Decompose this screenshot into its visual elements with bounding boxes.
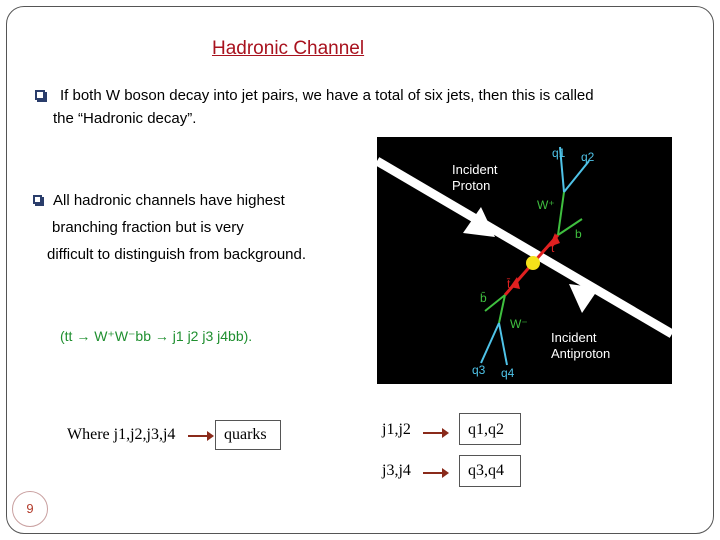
w-minus-label: W⁻: [510, 317, 528, 331]
bullet2-line2: branching fraction but is very: [52, 219, 244, 236]
q4-line: [499, 323, 507, 365]
q1-label: q1: [552, 146, 566, 160]
q3-label: q3: [472, 363, 486, 377]
b-bar-label: b̄: [480, 291, 487, 305]
q3-line: [481, 323, 499, 363]
top-pair-decay-diagram: [377, 137, 672, 384]
quarks-row2-label: q3,q4: [468, 462, 504, 479]
decay-chain-text: (tt → W⁺W⁻bb → j1 j2 j3 j4bb).: [60, 328, 253, 344]
jets-row2-label: j3,j4: [382, 462, 411, 479]
arrow-right-icon: [423, 432, 443, 434]
q2-label: q2: [581, 150, 595, 164]
w-plus-label: W⁺: [537, 198, 555, 212]
bullet-marker: [33, 195, 42, 204]
q2-line: [564, 161, 589, 192]
quarks-row1-label: q1,q2: [468, 421, 504, 438]
incident-antiproton-label-2: Antiproton: [551, 346, 611, 361]
incident-proton-label-2: Proton: [452, 178, 491, 193]
bullet1-line2: the “Hadronic decay”.: [53, 110, 197, 127]
arrow-right-icon: [188, 435, 208, 437]
w-plus-line: [558, 192, 564, 235]
decay-diagram-svg: [377, 137, 672, 384]
slide-title: Hadronic Channel: [212, 38, 365, 59]
quarks-label: quarks: [224, 426, 267, 443]
beam-line: [377, 161, 672, 334]
where-jets-label: Where j1,j2,j3,j4: [67, 426, 176, 443]
incident-proton-label-1: Incident: [452, 162, 498, 177]
bullet-marker: [35, 90, 45, 100]
b-label: b: [575, 227, 582, 241]
jets-row1-label: j1,j2: [382, 421, 411, 438]
t-bar-label: t̄: [507, 277, 511, 291]
collision-vertex: [526, 256, 540, 270]
q4-label: q4: [501, 366, 515, 380]
t-label: t: [551, 241, 555, 255]
arrow-right-icon: [423, 472, 443, 474]
incident-antiproton-label-1: Incident: [551, 330, 597, 345]
antiproton-arrow-icon: [569, 284, 599, 313]
bullet2-line3: difficult to distinguish from background.: [47, 246, 307, 263]
bullet1-line1: If both W boson decay into jet pairs, we have a total of six jets, then this is called: [60, 87, 594, 104]
bullet2-line1: All hadronic channels have highest: [53, 192, 285, 209]
page-number: 9: [12, 491, 48, 527]
